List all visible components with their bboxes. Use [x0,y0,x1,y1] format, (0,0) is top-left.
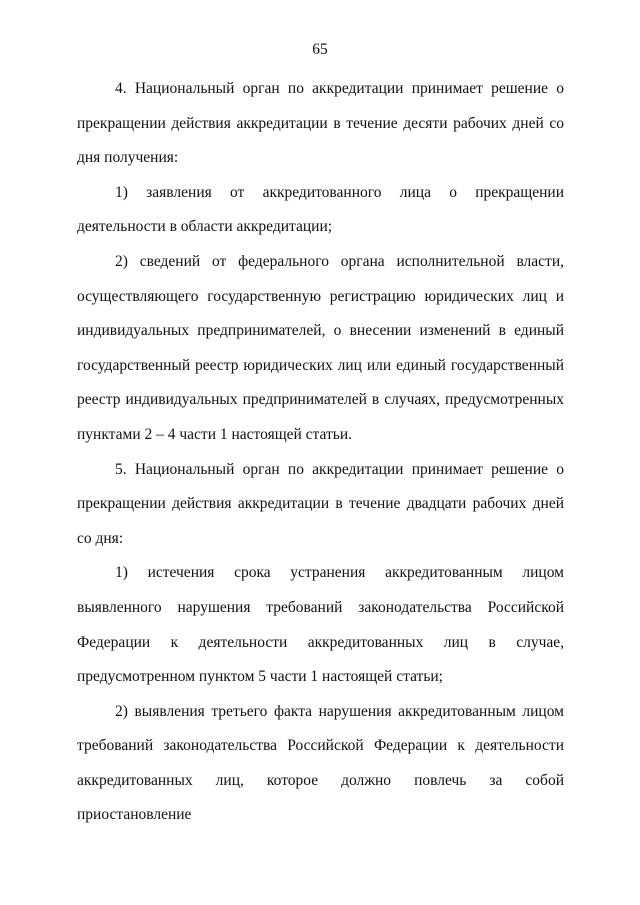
document-body [77,72,564,833]
page-number: 65 [312,41,328,58]
paragraph-4: 4. Национальный орган по аккредитации принимает решение о прекращении действия аккредитации в течение десяти рабочих дней со дня получения: [77,80,564,167]
paragraph-5-item-1: 1) истечения срока устранения аккредитованным лицом выявленного нарушения требований законодательства Российской Федерации к деятельности аккредитованных лиц в случае, предусмотренном пунктом 5 части 1 настоящей статьи; [77,564,564,686]
paragraph-4-item-1: 1) заявления от аккредитованного лица о прекращении деятельности в области аккредитации; [77,183,564,236]
paragraph-5-item-2: 2) выявления третьего факта нарушения аккредитованным лицом требований законодательства Российской Федерации к деятельности аккредитованных лиц, которое должно повлечь за собой приостановление [77,702,564,824]
paragraph-4-item-2: 2) сведений от федерального органа исполнительной власти, осуществляющего государственную регистрацию юридических лиц и индивидуальных предпринимателей, о внесении изменений в единый государственный реестр юридических лиц или единый государственный реестр индивидуальных предпринимателей в случаях, предусмотренных пунктами 2 – 4 части 1 настоящей статьи. [77,252,564,443]
paragraph-5: 5. Национальный орган по аккредитации принимает решение о прекращении действия аккредитации в течение двадцати рабочих дней со дня: [77,460,564,547]
